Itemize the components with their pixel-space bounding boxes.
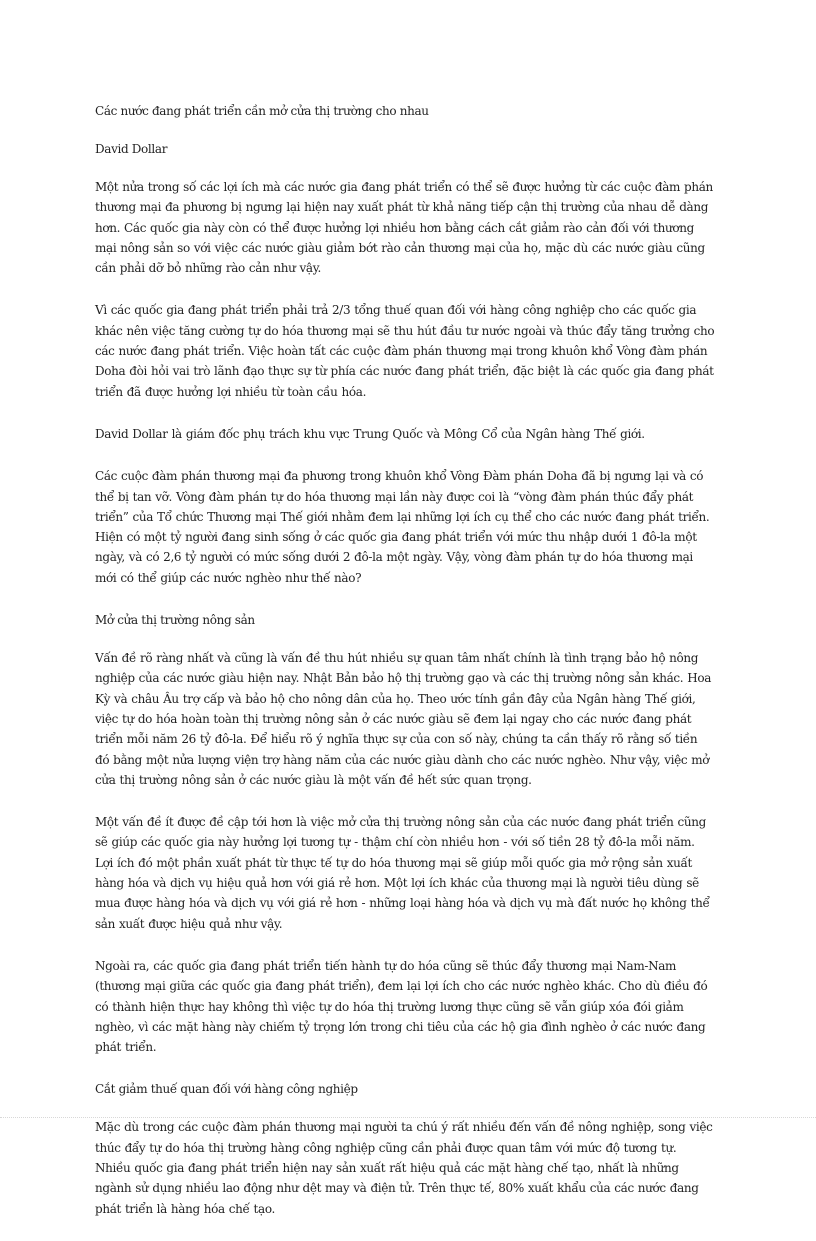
paragraph: Vì các quốc gia đang phát triển phải trả 2/3 tổng thuế quan đối với hàng công nghiệp cho các quốc gia khác nên việc tăng cường tự do hóa thương mại sẽ thu hút đầu tư nước ngoài và thúc đẩy tăng trưởng cho các nước đang phát triển. Việc hoàn tất các cuộc đàm phán thương mại trong khuôn khổ Vòng đàm phán Doha đòi hỏi vai trò lãnh đạo thực sự từ phía các nước đang phát triển, đặc biệt là các quốc gia đang phát triển đã được hưởng lợi nhiều từ toàn cầu hóa. [95, 303, 715, 399]
document-title: Các nước đang phát triển cần mở cửa thị trường cho nhau [95, 104, 429, 118]
paragraph: David Dollar là giám đốc phụ trách khu vực Trung Quốc và Mông Cổ của Ngân hàng Thế giới. [95, 426, 645, 441]
paragraph: Vấn đề rõ ràng nhất và cũng là vấn đề thu hút nhiều sự quan tâm nhất chính là tình trạng bảo hộ nông nghiệp của các nước giàu hiện nay. Nhật Bản bảo hộ thị trường gạo và các thị trường nông sản khác. Hoa Kỳ và châu Âu trợ cấp và bảo hộ cho nông dân của họ. Theo ước tính gần đây của Ngân hàng Thế giới, việc tự do hóa hoàn toàn thị trường nông sản ở các nước giàu sẽ đem lại ngay cho các nước đang phát triển mỗi năm 26 tỷ đô-la. Để hiểu rõ ý nghĩa thực sự của con số này, chúng ta cần thấy rõ rằng số tiền đó bằng một nửa lượng viện trợ hàng năm của các nước giàu dành cho các nước nghèo. Như vậy, việc mở cửa thị trường nông sản ở các nước giàu là một vấn đề hết sức quan trọng. [95, 651, 712, 787]
author-name: David Dollar [95, 142, 168, 156]
paragraph: Ngoài ra, các quốc gia đang phát triển tiến hành tự do hóa cũng sẽ thúc đẩy thương mại Nam-Nam (thương mại giữa các quốc gia đang phát triển), đem lại lợi ích cho các nước nghèo khác. Cho dù điều đó có thành hiện thực hay không thì việc tự do hóa thị trường lương thực cũng sẽ vẫn giúp xóa đói giảm nghèo, vì các mặt hàng này chiếm tỷ trọng lớn trong chi tiêu của các hộ gia đình nghèo ở các nước đang phát triển. [95, 958, 708, 1055]
section-heading: Cắt giảm thuế quan đối với hàng công nghiệp [95, 1082, 358, 1097]
page-bottom-divider [0, 1117, 816, 1118]
paragraph: Một vấn đề ít được đề cập tới hơn là việc mở cửa thị trường nông sản của các nước đang phát triển cũng sẽ giúp các quốc gia này hưởng lợi tương tự - thậm chí còn nhiều hơn - với số tiền 28 tỷ đô-la mỗi năm. Lợi ích đó một phần xuất phát từ thực tế tự do hóa thương mại sẽ giúp mỗi quốc gia mở rộng sản xuất hàng hóa và dịch vụ hiệu quả hơn với giá rẻ hơn. Một lợi ích khác của thương mại là người tiêu dùng sẽ mua được hàng hóa và dịch vụ với giá rẻ hơn - những loại hàng hóa và dịch vụ mà đất nước họ không thể sản xuất được hiệu quả như vậy. [95, 815, 710, 931]
paragraph: Một nửa trong số các lợi ích mà các nước gia đang phát triển có thể sẽ được hưởng từ các cuộc đàm phán thương mại đa phương bị ngưng lại hiện nay xuất phát từ khả năng tiếp cận thị trường của nhau dễ dàng hơn. Các quốc gia này còn có thể được hưởng lợi nhiều hơn bằng cách cắt giảm rào cản đối với thương mại nông sản so với việc các nước giàu giảm bớt rào cản thương mại của họ, mặc dù các nước giàu cũng cần phải dỡ bỏ những rào cản như vậy. [95, 180, 713, 276]
document-body [95, 101, 715, 1241]
paragraph: Các cuộc đàm phán thương mại đa phương trong khuôn khổ Vòng Đàm phán Doha đã bị ngưng lại và có thể bị tan vỡ. Vòng đàm phán tự do hóa thương mại lần này được coi là “vòng đàm phán thúc đẩy phát triển” của Tổ chức Thương mại Thế giới nhằm đem lại những lợi ích cụ thể cho các nước đang phát triển. Hiện có một tỷ người đang sinh sống ở các quốc gia đang phát triển với mức thu nhập dưới 1 đô-la một ngày, và có 2,6 tỷ người có mức sống dưới 2 đô-la một ngày. Vậy, vòng đàm phán tự do hóa thương mại mới có thể giúp các nước nghèo như thế nào? [95, 469, 710, 585]
section-heading: Mở cửa thị trường nông sản [95, 613, 255, 628]
paragraph: Mặc dù trong các cuộc đàm phán thương mại người ta chú ý rất nhiều đến vấn đề nông nghiệp, song việc thúc đẩy tự do hóa thị trường hàng công nghiệp cũng cần phải được quan tâm với mức độ tương tự. Nhiều quốc gia đang phát triển hiện nay sản xuất rất hiệu quả các mặt hàng chế tạo, nhất là những ngành sử dụng nhiều lao động như dệt may và điện tử. Trên thực tế, 80% xuất khẩu của các nước đang phát triển là hàng hóa chế tạo. [95, 1120, 713, 1216]
